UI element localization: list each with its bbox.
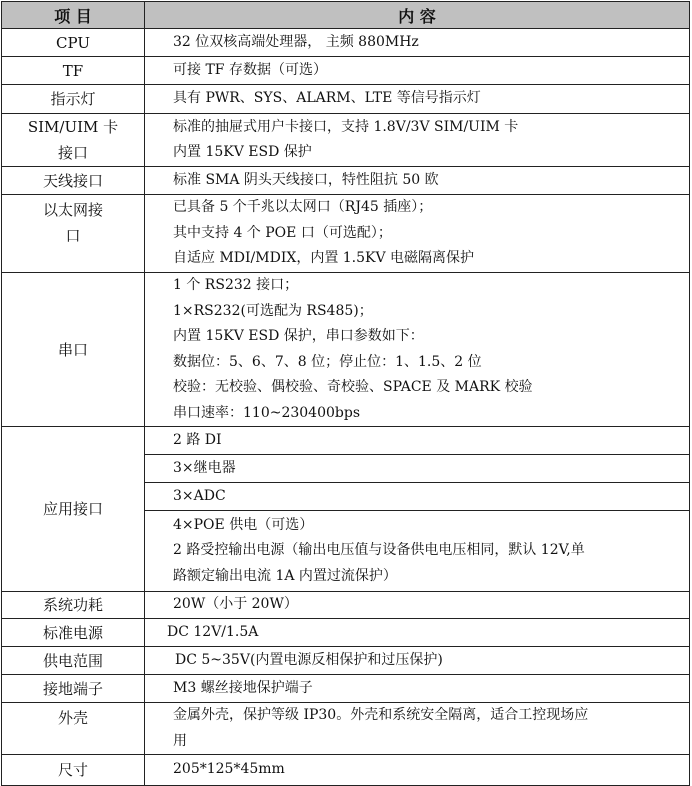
row-key: TF	[2, 57, 145, 85]
table-row	[2, 167, 690, 195]
value-line: DC 12V/1.5A	[167, 623, 259, 640]
value-line: 自适应 MDI/MDIX，内置 1.5KV 电磁隔离保护	[173, 250, 475, 267]
key-line: 接口	[57, 144, 88, 162]
value-line: M3 螺丝接地保护端子	[173, 679, 313, 696]
row-value	[145, 619, 690, 647]
row-value	[145, 703, 690, 755]
row-value	[145, 455, 690, 483]
row-value	[145, 511, 690, 592]
value-line: 内置 15KV ESD 保护	[173, 144, 312, 160]
value-line: 32 位双核高端处理器， 主频 880MHz	[173, 33, 419, 50]
table-row	[2, 755, 690, 786]
table-row	[2, 619, 690, 647]
value-line: 串口速率：110~230400bps	[173, 404, 361, 421]
value-line: 其中支持 4 个 POE 口（可选配）；	[173, 224, 392, 241]
row-key	[2, 195, 145, 273]
row-key: 外壳	[2, 703, 145, 755]
row-key: 天线接口	[2, 167, 145, 195]
table-row	[2, 85, 690, 114]
value-line: 金属外壳，保护等级 IP30。外壳和系统安全隔离，适合工控现场应	[173, 707, 589, 723]
row-value	[145, 29, 690, 57]
row-value	[145, 273, 690, 427]
row-value	[145, 167, 690, 195]
table-row	[2, 592, 690, 619]
row-key	[2, 114, 145, 167]
row-key: 供电范围	[2, 647, 145, 675]
key-line: SIM/UIM 卡	[27, 118, 119, 136]
row-value	[145, 592, 690, 619]
value-line: 4×POE 供电（可选）	[173, 516, 314, 533]
value-line: 1 个 RS232 接口；	[173, 277, 299, 293]
table-row	[2, 273, 690, 427]
value-line: 3×ADC	[173, 487, 226, 504]
value-line: 数据位：5、6、7、8 位；停止位：1、1.5、2 位	[173, 353, 482, 370]
table-row	[2, 703, 690, 755]
value-line: 20W（小于 20W）	[173, 596, 298, 613]
row-value	[145, 57, 690, 85]
table-row	[2, 647, 690, 675]
key-line: 以太网接	[42, 201, 103, 219]
row-key: 尺寸	[2, 755, 145, 786]
row-value	[145, 427, 690, 455]
table-row	[2, 427, 690, 455]
row-key: CPU	[2, 29, 145, 57]
value-line: DC 5~35V(内置电源反相保护和过压保护)	[175, 651, 443, 668]
value-line: 具有 PWR、SYS、ALARM、LTE 等信号指示灯	[173, 90, 481, 107]
spec-table	[1, 1, 690, 786]
header-row	[2, 2, 690, 29]
row-value	[145, 85, 690, 114]
header-item: 项 目	[2, 2, 145, 29]
row-key: 系统功耗	[2, 592, 145, 619]
row-value	[145, 114, 690, 167]
value-line: 标准 SMA 阴头天线接口，特性阻抗 50 欧	[173, 171, 439, 188]
row-key: 串口	[2, 273, 145, 427]
value-line: 校验：无校验、偶校验、奇校验、SPACE 及 MARK 校验	[173, 379, 533, 395]
row-value	[145, 195, 690, 273]
table-row	[2, 114, 690, 167]
key-line: 口	[65, 227, 81, 245]
value-line: 1×RS232(可选配为 RS485)；	[173, 302, 373, 319]
table-row	[2, 675, 690, 703]
row-value	[145, 755, 690, 786]
row-value	[145, 675, 690, 703]
row-value	[145, 647, 690, 675]
value-line: 标准的抽屉式用户卡接口，支持 1.8V/3V SIM/UIM 卡	[173, 118, 519, 135]
row-value	[145, 483, 690, 511]
value-line: 用	[173, 732, 187, 749]
value-line: 内置 15KV ESD 保护，串口参数如下：	[173, 328, 424, 344]
value-line: 2 路受控输出电源（输出电压值与设备供电电压相同，默认 12V,单	[173, 542, 585, 559]
value-line: 3×继电器	[173, 459, 236, 476]
row-key: 应用接口	[2, 427, 145, 592]
row-key: 标准电源	[2, 619, 145, 647]
value-line: 2 路 DI	[173, 431, 222, 448]
row-key: 接地端子	[2, 675, 145, 703]
table-row	[2, 195, 690, 273]
header-content: 内 容	[145, 2, 690, 29]
value-line: 205*125*45mm	[173, 761, 285, 778]
value-line: 可接 TF 存数据（可选）	[173, 61, 327, 78]
table-row	[2, 57, 690, 85]
value-line: 路额定输出电流 1A 内置过流保护）	[173, 567, 397, 584]
row-key: 指示灯	[2, 85, 145, 114]
value-line: 已具备 5 个千兆以太网口（RJ45 插座）；	[173, 199, 433, 216]
table-row	[2, 29, 690, 57]
